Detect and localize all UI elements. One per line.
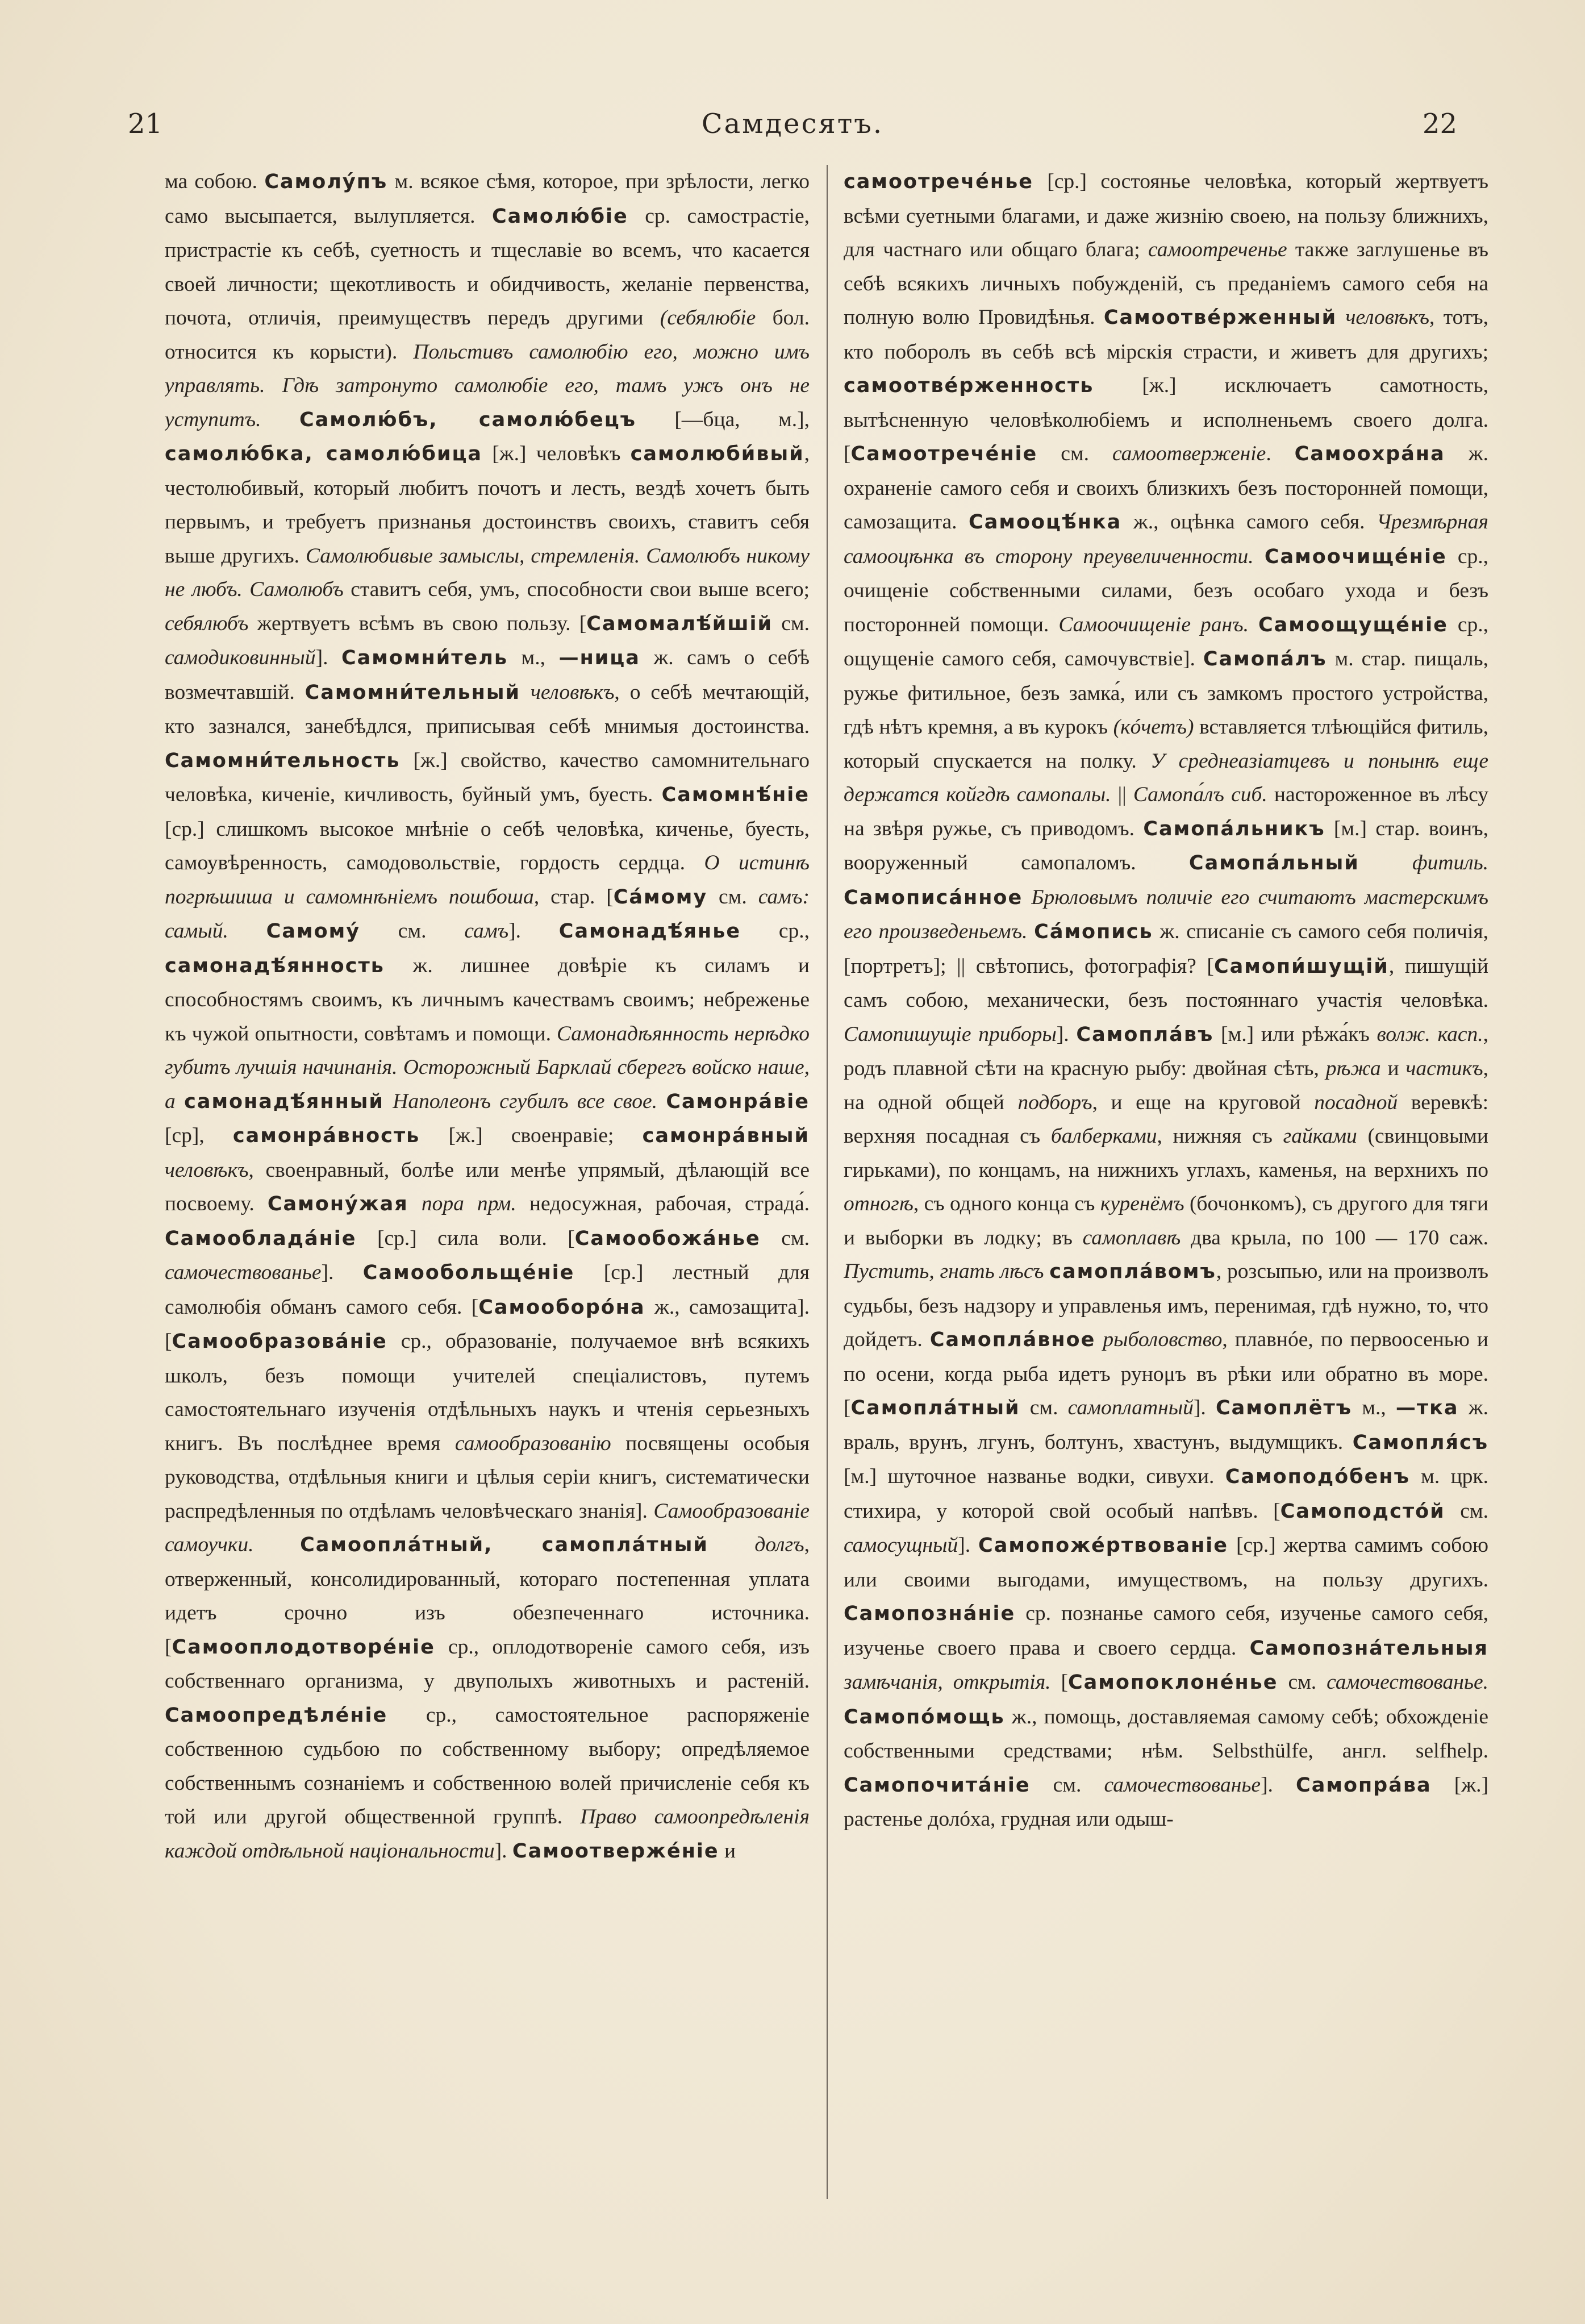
italic-text: гайками	[1283, 1124, 1357, 1148]
body-text	[176, 1090, 184, 1113]
body-text	[657, 1090, 666, 1113]
italic-text: О истинѣ погрѣшиша и самомнѣніемъ пошбоша	[165, 851, 810, 909]
body-text: , съ одного конца съ	[913, 1192, 1100, 1215]
body-text	[228, 919, 266, 943]
headword: —тка	[1395, 1397, 1459, 1419]
body-text	[1254, 545, 1265, 568]
body-text: м. стар. пищаль, ружье фитильное, безъ замка́, или съ замкомъ простого устройства, гдѣ нѣтъ кремня, а въ курокъ	[844, 647, 1488, 739]
headword: Самообожа́нье	[574, 1227, 761, 1250]
body-text: см.	[1445, 1499, 1488, 1523]
italic-text: Пустить, гнать лѣсъ	[844, 1260, 1044, 1283]
body-text: ср., образованіе, получаемое внѣ всякихъ школъ, безъ помощи учителей спеціалистовъ, путемъ самостоятельнаго изученія отдѣльныхъ наукъ и чтенія серьезныхъ книгъ. Въ послѣднее время	[165, 1330, 810, 1455]
italic-text: Самопа́лъ сиб.	[1133, 783, 1267, 806]
headword: Самоотве́рженный	[1103, 306, 1337, 329]
headword: Самоохра́на	[1294, 443, 1445, 465]
headword: Самопа́льникъ	[1143, 817, 1325, 840]
body-text	[254, 1533, 301, 1556]
body-text: [м.] стар. воинъ, вооруженный самопаломъ.	[844, 817, 1488, 874]
headword: самонадѣ́янность	[165, 954, 385, 977]
body-text: ж. лишнее довѣріе къ силамъ и способностямъ своимъ, къ личнымъ качествамъ своимъ; небреженье къ чужой опытности, совѣтамъ и помощи.	[165, 953, 810, 1046]
headword: Самолю́біе	[491, 205, 628, 228]
body-text: , тотъ, кто поборолъ въ себѣ всѣ мірскія страсти, и живетъ для другихъ;	[844, 306, 1488, 364]
italic-text: самъ: самый.	[165, 885, 810, 943]
body-text: бол. относится къ корысти).	[165, 306, 810, 364]
headword: Самопла́вное	[929, 1328, 1096, 1351]
headword: Самоплётъ	[1215, 1397, 1353, 1419]
headword: самонра́вный	[642, 1124, 810, 1147]
headword: Самооблада́ніе	[165, 1227, 357, 1250]
body-text: ж. враль, врунъ, лгунъ, болтунъ, хвастунъ, выдумщикъ.	[844, 1396, 1488, 1454]
body-text: веревкѣ: верхняя посадная съ	[844, 1090, 1488, 1148]
italic-text: замѣчанія, открытія.	[844, 1671, 1051, 1694]
body-text: , о себѣ мечтающій, кто зазнался, занебѣдлся, приписывая себѣ мнимыя достоинства.	[165, 680, 810, 738]
headword: Самоподсто́й	[1280, 1500, 1445, 1523]
headword: Самоощуще́ніе	[1258, 613, 1448, 636]
italic-text: долгъ	[754, 1533, 804, 1556]
italic-text: отногѣ	[844, 1192, 914, 1215]
body-text: , и еще на круговой	[1092, 1090, 1315, 1114]
headword: Самому́	[266, 920, 361, 943]
headword: Самоотрече́ніе	[850, 443, 1038, 465]
body-text: ||	[1111, 783, 1133, 806]
headword: Самолу́пъ	[264, 170, 388, 193]
body-text: [ср.] лестный для самолюбія обманъ самого себя. [	[165, 1261, 810, 1319]
body-text: , родъ плавной сѣти на красную рыбу: двойная сѣть,	[844, 1022, 1488, 1080]
body-text: ср., очищеніе собственными силами, безъ особаго ухода и безъ посторонней помощи.	[844, 544, 1488, 636]
body-text: , розсыпью, или на произволъ судьбы, безъ надзору и управленья имъ, перенимая, гдѣ нужно, то, что дойдетъ.	[844, 1260, 1488, 1351]
body-text: м.,	[508, 646, 559, 669]
body-text: см.	[1030, 1773, 1104, 1797]
italic-text: самоплатный	[1067, 1396, 1194, 1419]
headword: Самопля́съ	[1352, 1431, 1488, 1454]
body-text: ж. самъ о себѣ возмечтавшій.	[165, 646, 810, 704]
headword: Самопозна́тельныя	[1249, 1636, 1488, 1660]
headword: самолю́бка, самолю́бица	[165, 443, 483, 465]
headword: самонадѣ́янный	[184, 1090, 384, 1113]
body-text: м. црк. стихира, у которой свой особый напѣвъ. [	[844, 1465, 1488, 1523]
headword: самоотрече́нье	[844, 170, 1033, 193]
italic-text: рѣжа	[1325, 1057, 1381, 1080]
headword: Самопо́мощь	[844, 1705, 1005, 1729]
body-text: [ср.] жертва самимъ собою или своими выгодами, имуществомъ, на пользу другихъ.	[844, 1534, 1488, 1592]
body-text: ].	[508, 919, 559, 943]
body-text: и	[1380, 1057, 1406, 1080]
body-text: ставитъ себя, умъ, способности свои выше всего;	[343, 578, 810, 601]
page-number-left: 21	[128, 108, 163, 140]
body-text: см.	[360, 919, 465, 943]
body-text: [ж.] свойство, качество самомнительнаго человѣка, киченіе, кичливость, буйный умъ, буесть.	[165, 748, 810, 806]
body-text: также заглушенье въ себѣ всякихъ личныхъ побужденій, съ преданіемъ самого себя на полную волю Провидѣнья.	[844, 238, 1488, 329]
body-text	[1023, 886, 1031, 909]
body-text: ж. списаніе съ самого себя поличія, [портретъ]; || свѣтопись, фотографія? [	[844, 920, 1488, 978]
body-text: , стар. [	[533, 885, 614, 909]
headword: Самомни́тель	[341, 647, 508, 669]
headword: самопла́вомъ	[1049, 1260, 1216, 1283]
body-text: см.	[707, 885, 758, 909]
italic-text: (кóчетъ)	[1113, 715, 1194, 739]
body-text: недосужная, рабочая, страда́.	[516, 1192, 810, 1215]
italic-text: фитиль.	[1412, 851, 1488, 874]
body-text: [ж.] исключаетъ самотность, вытѣсненную человѣколюбіемъ и исполненьемъ своего долга. [	[844, 374, 1488, 465]
body-text: м.,	[1352, 1396, 1396, 1419]
italic-text: рыболовство	[1103, 1328, 1223, 1351]
body-text: ср. познанье самого себя, изученье самого себя, изученье своего права и своего сердца.	[844, 1602, 1488, 1660]
italic-text: Брюловымъ поличіе его считаютъ мастерскимъ его произведеньемъ.	[844, 885, 1488, 943]
italic-text: У среднеазіатцевъ и понынѣ еще держатся койгдѣ самопалы.	[844, 749, 1488, 806]
body-text: , пишущій самъ собою, механически, безъ постояннаго участія человѣка.	[844, 954, 1488, 1012]
body-text: два крыла, по 100 — 170 саж.	[1181, 1226, 1488, 1250]
headword: Самообразова́ніе	[172, 1330, 387, 1353]
body-text: .	[1266, 442, 1295, 465]
running-title: Самдесятъ.	[701, 108, 884, 140]
body-text: жертвуетъ всѣмъ въ свою пользу. [	[248, 611, 587, 635]
body-text: и	[719, 1839, 736, 1863]
italic-text: самочествованье	[1104, 1773, 1261, 1797]
headword: Самоотверже́ніе	[512, 1839, 719, 1863]
italic-text: себялюбъ	[165, 611, 249, 635]
body-text: [м.] или рѣжа́къ	[1213, 1022, 1377, 1046]
body-text: (свинцовыми гирьками), по концамъ, на нижнихъ углахъ, каменья, на верхнихъ по	[844, 1124, 1488, 1182]
body-text: ср., ощущеніе самого себя, самочувствіе].	[844, 613, 1488, 670]
body-text: [м.] шуточное названье водки, сивухи.	[844, 1465, 1225, 1488]
italic-text: пора прм.	[421, 1192, 516, 1215]
body-text: [—бца, м.],	[636, 407, 810, 431]
headword: Са́мому	[613, 885, 708, 909]
italic-text: Наполеонъ сгубилъ все свое.	[393, 1089, 657, 1113]
headword: Самоподо́бенъ	[1225, 1465, 1410, 1488]
italic-text: самоотверженіе	[1112, 442, 1266, 465]
body-text: , честолюбивый, который любитъ почотъ и лесть, вездѣ хочетъ быть первымъ, и требуетъ признанья достоинствъ своихъ, ставитъ себя выше другихъ.	[165, 442, 810, 568]
body-text: ].	[315, 646, 341, 669]
body-text: , плавнóе, по первоосенью и по осени, когда рыба идетъ рунομъ въ рѣки или обратно въ море. [	[844, 1328, 1488, 1419]
italic-text: самообразованію	[454, 1431, 611, 1455]
headword: Са́мопись	[1034, 921, 1153, 943]
body-text	[1044, 1260, 1049, 1283]
italic-text: Самообразованіе самоучки.	[165, 1499, 810, 1556]
body-text	[708, 1533, 755, 1556]
body-text: [ж.] человѣкъ	[482, 442, 631, 465]
body-text: ма собою.	[165, 170, 265, 193]
body-text: [ср],	[165, 1124, 233, 1147]
italic-text: человѣкъ	[530, 680, 615, 704]
italic-text: волж. касп.	[1377, 1022, 1483, 1046]
headword: Самопи́шущій	[1213, 955, 1389, 978]
body-text: ].	[1056, 1022, 1077, 1046]
headword: самолюби́вый	[630, 443, 804, 465]
body-text: [ж.] своенравіе;	[420, 1124, 643, 1147]
italic-text: Польстивъ самолюбію его, можно имъ управлять. Гдѣ затронуто самолюбіе его, тамъ ужъ онъ не уступитъ.	[165, 340, 810, 431]
body-text: вставляется тлѣющійся фитиль, который спускается на полку.	[844, 715, 1488, 773]
running-header	[128, 108, 1457, 153]
headword: Самонра́віе	[666, 1090, 810, 1113]
headword: Самооплодотворе́ніе	[172, 1635, 435, 1659]
italic-text: частикъ	[1405, 1057, 1483, 1080]
headword: Самомни́тельность	[165, 749, 401, 772]
headword: Самопла́тный	[850, 1397, 1020, 1419]
headword: Самопозна́ніе	[844, 1602, 1016, 1625]
body-text	[261, 408, 299, 431]
body-text: (бочонкомъ), съ другого для тяги и выборки въ лодку; въ	[844, 1192, 1488, 1250]
italic-text: самосущный	[844, 1534, 958, 1557]
headword: Самооцѣ́нка	[969, 511, 1122, 534]
headword: Самопа́лъ	[1203, 648, 1327, 670]
italic-text: самочествованье	[165, 1261, 322, 1284]
body-text	[1337, 306, 1345, 329]
body-text: см.	[1037, 442, 1112, 465]
body-text: см.	[773, 611, 810, 635]
italic-text: самъ	[464, 919, 509, 943]
body-text	[408, 1192, 422, 1215]
headword: Самомалѣ́йшій	[586, 612, 773, 635]
body-text: см.	[1278, 1671, 1327, 1694]
body-text: [	[1050, 1671, 1068, 1694]
body-text: м. всякое сѣмя, которое, при зрѣлости, легко само высыпается, вылупляется.	[165, 170, 810, 228]
body-text: см.	[760, 1226, 810, 1250]
headword: Самообольще́ніе	[362, 1261, 575, 1284]
body-text: , на одной общей	[844, 1057, 1488, 1114]
italic-text: Самолюбивые замыслы, стремленія. Самолюбъ никому не любъ. Самолюбъ	[165, 544, 810, 601]
body-text: ср., оплодотвореніе самого себя, изъ собственнаго организма, у двуполыхъ животныхъ и растеній.	[165, 1635, 810, 1693]
italic-text: Самоочищеніе ранъ.	[1058, 613, 1249, 636]
italic-text: посадной	[1314, 1090, 1398, 1114]
body-text: ср. самострастіе, пристрастіе къ себѣ, суетность и тщеславіе во всемъ, что касается своей личности; щекотливость и обидчивость, желаніе первенства, почота, отличія, преимуществъ передъ другими	[165, 204, 810, 330]
headword: Самопоже́ртвованіе	[978, 1534, 1228, 1557]
italic-text: самодиковинный	[165, 646, 316, 669]
headword: —ница	[558, 647, 640, 669]
italic-text: (себялюбіе	[660, 306, 756, 330]
headword: самоотве́рженность	[844, 374, 1094, 397]
body-text: ].	[321, 1261, 363, 1284]
italic-text: самочествованье.	[1327, 1671, 1488, 1694]
body-text: ж., самозащита]. [	[165, 1295, 810, 1353]
italic-text: Самопишущіе приборы	[844, 1022, 1057, 1046]
headword: Самооборо́на	[478, 1296, 645, 1319]
text-column-left	[165, 165, 810, 2199]
body-text: посвящены особыя руководства, отдѣльныя книги и цѣлыя серіи книгъ, систематически распредѣленныя по отдѣламъ человѣческаго знанія].	[165, 1431, 810, 1523]
body-text: [ср.] сила воли. [	[356, 1226, 575, 1250]
body-text: ж., оцѣнка самого себя.	[1121, 510, 1377, 534]
italic-text: подборъ	[1017, 1090, 1092, 1114]
headword: Самомнѣ́ніе	[661, 784, 810, 806]
italic-text: Самонадѣянность нерѣдко губитъ лучшія начинанія. Осторожный Барклай сберегъ войско наше, а	[165, 1022, 810, 1113]
text-column-right	[844, 165, 1488, 2199]
body-text: , своенравный, болѣе или менѣе упрямый, дѣлающій все посвоему.	[165, 1158, 810, 1215]
headword: самонра́вность	[232, 1124, 420, 1147]
body-text	[520, 681, 531, 704]
headword: Самоопла́тный, самопла́тный	[300, 1534, 708, 1556]
body-text: , отверженный, консолидированный, котораго постепенная уплата идетъ срочно изъ обезпеченнаго источника. [	[165, 1533, 810, 1659]
headword: Самопочита́ніе	[844, 1773, 1031, 1797]
italic-text: самоплавѣ	[1082, 1226, 1181, 1250]
body-text: [ср.] состоянье человѣка, который жертвуетъ всѣми суетными благами, и даже жизнію своею, на пользу ближнихъ, для частнаго или общаго блага;	[844, 170, 1488, 261]
headword: Самопа́льный	[1188, 852, 1359, 874]
body-text: ср.,	[741, 919, 810, 943]
headword: Самопоклоне́нье	[1067, 1671, 1278, 1694]
body-text	[1028, 920, 1035, 943]
headword: Самоопредѣле́ніе	[165, 1704, 388, 1727]
headword: Самописа́нное	[844, 886, 1023, 909]
italic-text: балберками	[1050, 1124, 1157, 1148]
body-text	[384, 1090, 393, 1113]
body-text: [ж.] растенье долóха, грудная или одыш-	[844, 1773, 1488, 1831]
body-text: ].	[1261, 1773, 1296, 1797]
body-text: ср., самостоятельное распоряженіе собственною судьбою по собственному выбору; опредѣляемое собственнымъ сознаніемъ и собственною волей причисленіе себя къ той или другой общественной группѣ.	[165, 1703, 810, 1829]
body-text: ж. охраненіе самого себя и своихъ близкихъ безъ посторонней помощи, самозащита.	[844, 442, 1488, 534]
column-divider	[827, 165, 828, 2199]
body-text	[1359, 851, 1412, 874]
body-text: ].	[958, 1534, 979, 1557]
italic-text: самоотреченье	[1148, 238, 1287, 261]
italic-text: Право самоопредѣленія каждой отдѣльной національности	[165, 1805, 810, 1863]
body-text: настороженное въ лѣсу на звѣря ружье, съ приводомъ.	[844, 783, 1488, 840]
body-text: [ср.] слишкомъ высокое мнѣніе о себѣ человѣка, киченье, буесть, самоувѣренность, самодовольствіе, гордость сердца.	[165, 817, 810, 874]
italic-text: человѣкъ	[165, 1158, 249, 1182]
headword: Самомни́тельный	[305, 681, 521, 704]
body-text: ж., помощь, доставляемая самому себѣ; обхожденіе собственными средствами; нѣм. Selbsthülfe, англ. selfhelp.	[844, 1705, 1488, 1763]
headword: Самонадѣ́янье	[558, 920, 741, 943]
italic-text: Чрезмѣрная самооцѣнка въ сторону преувеличенности.	[844, 510, 1488, 568]
body-text: , нижняя съ	[1157, 1124, 1283, 1148]
page-number-right: 22	[1422, 108, 1457, 140]
body-text: ].	[494, 1839, 512, 1863]
right-column-text	[844, 165, 1488, 1836]
italic-text: куренёмъ	[1100, 1192, 1184, 1215]
italic-text: человѣкъ	[1345, 306, 1429, 329]
body-text	[1095, 1328, 1103, 1351]
body-text: см.	[1020, 1396, 1068, 1419]
left-column-text	[165, 165, 810, 1868]
headword: Самолю́бъ, самолю́бецъ	[299, 408, 636, 431]
body-text	[1249, 613, 1258, 636]
headword: Самоочище́ніе	[1264, 545, 1447, 568]
body-text: ].	[1193, 1396, 1216, 1419]
headword: Самопра́ва	[1296, 1773, 1432, 1797]
headword: Самону́жая	[267, 1193, 408, 1215]
headword: Самопла́въ	[1076, 1023, 1214, 1046]
